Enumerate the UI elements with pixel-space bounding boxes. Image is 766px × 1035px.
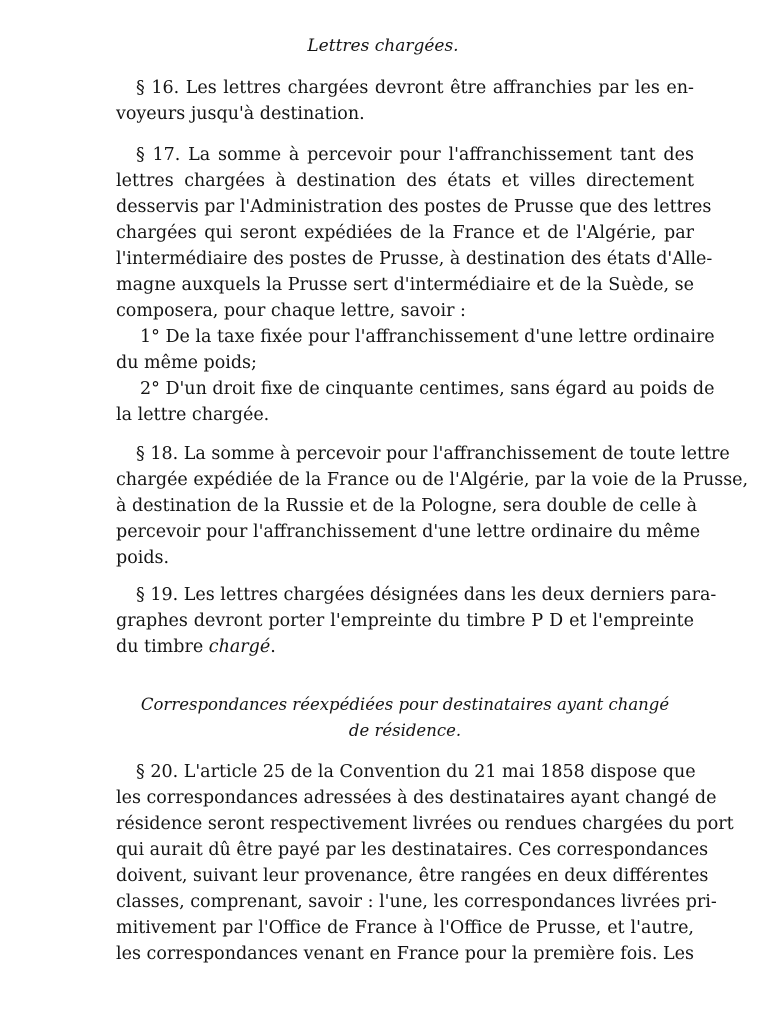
paragraph-text: du timbre xyxy=(116,637,204,657)
paragraph-line xyxy=(116,759,694,785)
paragraph-text: Les lettres chargées désignées dans les deux derniers para- xyxy=(183,585,717,605)
italic-word: chargé xyxy=(208,637,271,657)
paragraph-line xyxy=(116,582,717,608)
paragraph-line: voyeurs jusqu'à destination. xyxy=(116,104,365,124)
paragraph-line: qui aurait dû être payé par les destinataires. Ces correspondances xyxy=(116,840,709,860)
paragraph-line: les correspondances venant en France pour la première fois. Les xyxy=(116,944,694,964)
paragraph-line: chargée expédiée de la France ou de l'Algérie, par la voie de la Prusse, xyxy=(116,470,749,490)
list-marker: 2° xyxy=(140,379,160,399)
paragraph-text: La somme à percevoir pour l'affranchissement de toute lettre xyxy=(183,444,730,464)
paragraph-line: classes, comprenant, savoir : l'une, les correspondances livrées pri- xyxy=(116,892,717,912)
list-item-text: D'un droit fixe de cinquante centimes, sans égard au poids de xyxy=(165,379,715,399)
paragraph-line: l'intermédiaire des postes de Prusse, à destination des états d'Alle- xyxy=(116,249,713,269)
paragraph-line: desservis par l'Administration des postes de Prusse que des lettres xyxy=(116,197,712,217)
paragraph-line: percevoir pour l'affranchissement d'une lettre ordinaire du même xyxy=(116,522,701,542)
paragraph-number: § 18. xyxy=(136,444,179,464)
paragraph-16 xyxy=(116,75,694,127)
paragraph-text: Les lettres chargées devront être affranchies par les en- xyxy=(185,78,694,98)
list-item-2 xyxy=(116,376,715,402)
paragraph-line xyxy=(116,441,730,467)
paragraph-19 xyxy=(116,582,717,660)
list-marker: 1° xyxy=(140,327,160,347)
section-title-lettres-chargees: Lettres chargées. xyxy=(307,36,459,56)
paragraph-line xyxy=(116,142,694,168)
section-title-correspondances xyxy=(140,692,670,744)
paragraph-number: § 20. xyxy=(136,762,179,782)
paragraph-number: § 16. xyxy=(136,78,180,98)
paragraph-line: composera, pour chaque lettre, savoir : xyxy=(116,301,466,321)
paragraph-number: § 19. xyxy=(136,585,179,605)
paragraph-line xyxy=(116,634,694,660)
list-item-text: De la taxe fixée pour l'affranchissement d'une lettre ordinaire xyxy=(165,327,715,347)
paragraph-line: à destination de la Russie et de la Pologne, sera double de celle à xyxy=(116,496,698,516)
paragraph-17 xyxy=(116,142,715,428)
section-title-line-1: Correspondances réexpédiées pour destinataires ayant changé xyxy=(140,695,670,714)
paragraph-line: chargées qui seront expédiées de la France et de l'Algérie, par xyxy=(116,223,694,243)
paragraph-line: mitivement par l'Office de France à l'Office de Prusse, et l'autre, xyxy=(116,918,694,938)
list-item-continuation: la lettre chargée. xyxy=(116,405,270,425)
paragraph-text: L'article 25 de la Convention du 21 mai 1858 dispose que xyxy=(183,762,696,782)
paragraph-line: magne auxquels la Prusse sert d'intermédiaire et de la Suède, se xyxy=(116,275,694,295)
paragraph-18 xyxy=(116,441,749,571)
paragraph-line: doivent, suivant leur provenance, être rangées en deux différentes xyxy=(116,866,709,886)
list-item-continuation: du même poids; xyxy=(116,353,257,373)
punctuation: . xyxy=(270,637,276,657)
paragraph-line xyxy=(116,75,694,101)
paragraph-line: résidence seront respectivement livrées ou rendues chargées du port xyxy=(116,814,734,834)
paragraph-line: les correspondances adressées à des destinataires ayant changé de xyxy=(116,788,717,808)
paragraph-number: § 17. xyxy=(136,145,181,165)
paragraph-20 xyxy=(116,759,734,967)
section-title-line-2: de résidence. xyxy=(348,721,462,740)
paragraph-line: graphes devront porter l'empreinte du timbre P D et l'empreinte xyxy=(116,611,694,631)
paragraph-line: lettres chargées à destination des états et villes directement xyxy=(116,171,694,191)
list-item-1 xyxy=(116,324,715,350)
paragraph-text: La somme à percevoir pour l'affranchissement tant des xyxy=(188,145,694,165)
paragraph-line: poids. xyxy=(116,548,170,568)
